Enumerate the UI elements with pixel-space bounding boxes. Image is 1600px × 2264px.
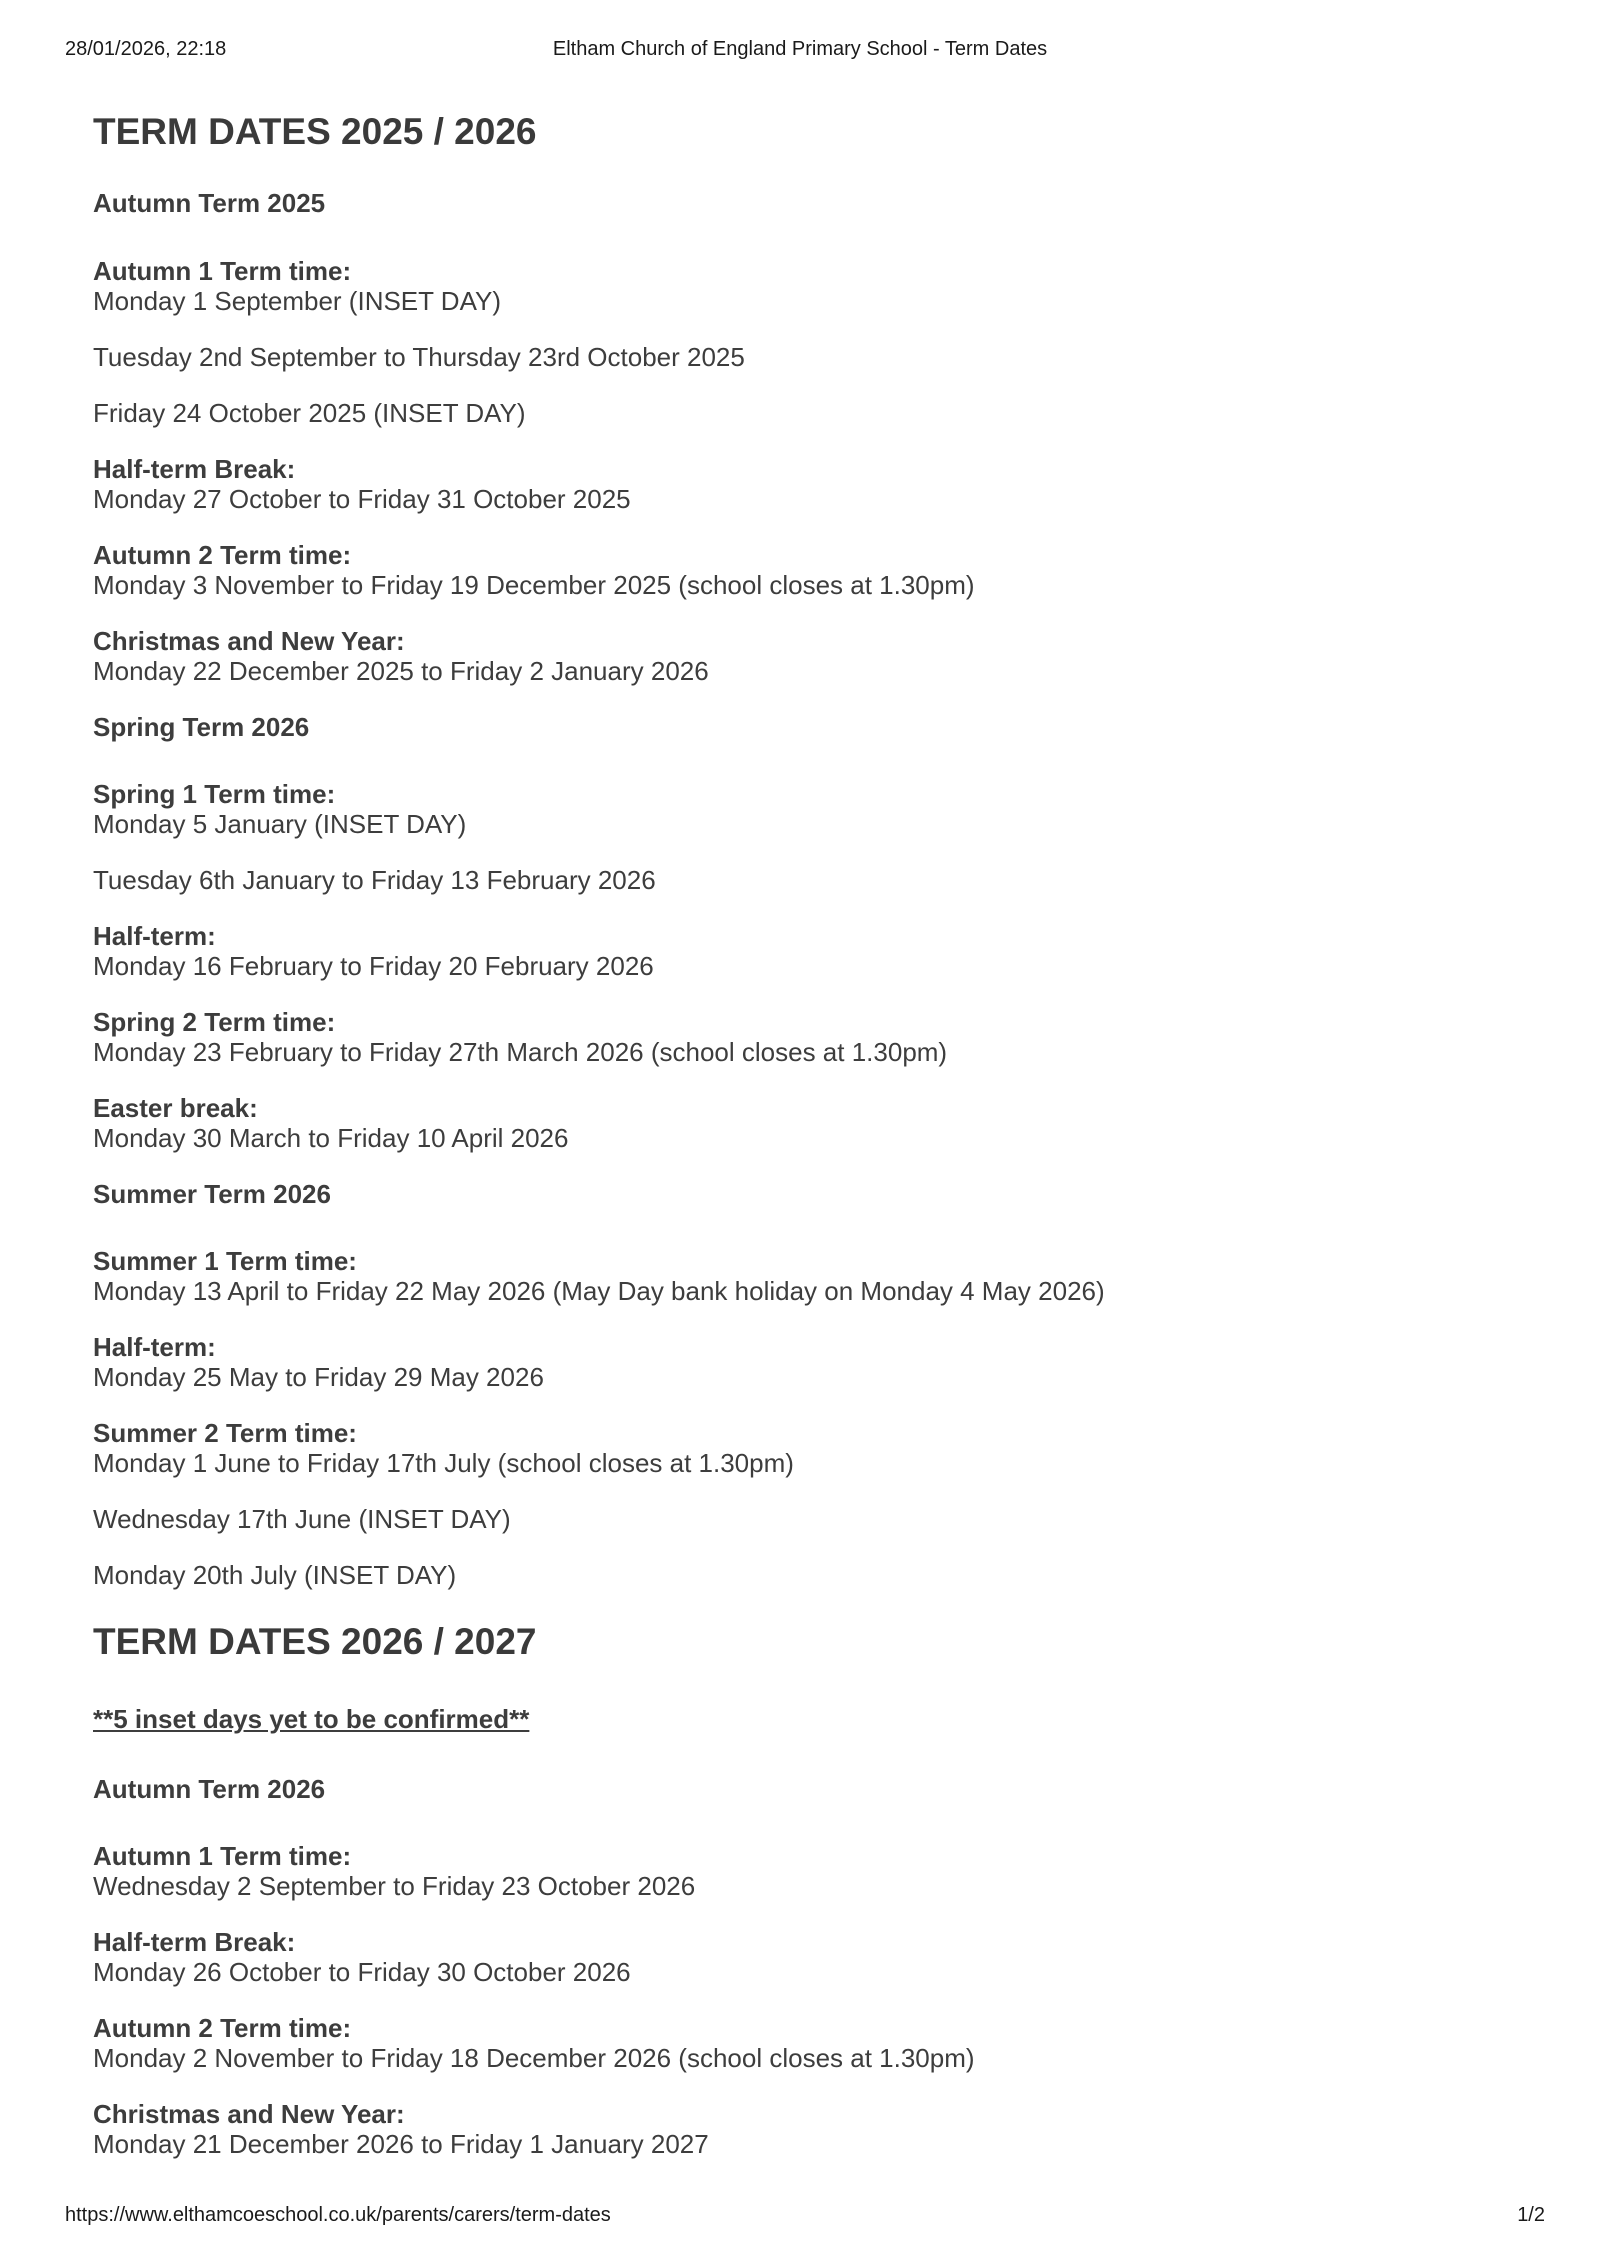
period-dates: Monday 25 May to Friday 29 May 2026: [93, 1361, 544, 1392]
term-period: [93, 454, 1533, 514]
period-label: Summer 1 Term time:: [93, 1245, 357, 1276]
term-period: [93, 2013, 1533, 2073]
term-title: Autumn Term 2026: [93, 1773, 326, 1804]
year-2025-2026-terms: [93, 188, 1533, 1590]
period-dates: Monday 21 December 2026 to Friday 1 January 2027: [93, 2128, 709, 2159]
period-dates: Monday 1 September (INSET DAY): [93, 285, 501, 316]
period-dates: Wednesday 17th June (INSET DAY): [93, 1503, 511, 1534]
period-dates: Tuesday 2nd September to Thursday 23rd October 2025: [93, 341, 745, 372]
term-title: Autumn Term 2025: [93, 188, 326, 219]
term-section: [93, 188, 1533, 685]
term-period: [93, 1504, 1533, 1534]
term-period: [93, 1418, 1533, 1478]
term-period: [93, 2099, 1533, 2159]
term-period: [93, 1927, 1533, 1987]
period-dates: Monday 2 November to Friday 18 December 2026 (school closes at 1.30pm): [93, 2042, 975, 2073]
period-dates: Monday 1 June to Friday 17th July (school closes at 1.30pm): [93, 1447, 794, 1478]
term-section: [93, 1774, 1533, 2159]
period-label: Autumn 2 Term time:: [93, 2012, 352, 2043]
year-heading-2025-2026: TERM DATES 2025 / 2026: [93, 111, 537, 152]
period-label: Spring 1 Term time:: [93, 778, 336, 809]
period-dates: Wednesday 2 September to Friday 23 October 2026: [93, 1870, 696, 1901]
period-label: Half-term:: [93, 920, 216, 951]
term-period: [93, 865, 1533, 895]
period-dates: Monday 13 April to Friday 22 May 2026 (May Day bank holiday on Monday 4 May 2026): [93, 1275, 1105, 1306]
period-label: Half-term Break:: [93, 453, 296, 484]
year-heading-2026-2027: TERM DATES 2026 / 2027: [93, 1620, 537, 1662]
print-url: https://www.elthamcoeschool.co.uk/parents/carers/term-dates: [65, 2204, 611, 2226]
term-period: [93, 921, 1533, 981]
period-label: Autumn 2 Term time:: [93, 539, 352, 570]
period-label: Autumn 1 Term time:: [93, 1840, 352, 1871]
period-label: Christmas and New Year:: [93, 625, 405, 656]
term-period: [93, 1246, 1533, 1306]
year-2026-2027-terms: [93, 1774, 1533, 2159]
term-period: [93, 1093, 1533, 1153]
term-title: Summer Term 2026: [93, 1178, 331, 1209]
period-label: Christmas and New Year:: [93, 2098, 405, 2129]
page-number: 1/2: [1517, 2204, 1545, 2226]
period-dates: Monday 23 February to Friday 27th March 2026 (school closes at 1.30pm): [93, 1036, 948, 1067]
term-period: [93, 1332, 1533, 1392]
period-dates: Monday 20th July (INSET DAY): [93, 1559, 457, 1590]
period-label: Half-term Break:: [93, 1926, 296, 1957]
period-dates: Monday 16 February to Friday 20 February 2026: [93, 950, 654, 981]
period-label: Summer 2 Term time:: [93, 1417, 357, 1448]
period-dates: Friday 24 October 2025 (INSET DAY): [93, 397, 526, 428]
term-period: [93, 1841, 1533, 1901]
term-period: [93, 540, 1533, 600]
period-dates: Monday 26 October to Friday 30 October 2026: [93, 1956, 631, 1987]
inset-days-note: **5 inset days yet to be confirmed**: [93, 1704, 530, 1735]
period-dates: Monday 27 October to Friday 31 October 2025: [93, 483, 631, 514]
period-label: Spring 2 Term time:: [93, 1006, 336, 1037]
period-dates: Monday 22 December 2025 to Friday 2 January 2026: [93, 655, 709, 686]
period-dates: Tuesday 6th January to Friday 13 February 2026: [93, 864, 656, 895]
term-period: [93, 779, 1533, 839]
term-period: [93, 1007, 1533, 1067]
term-section: [93, 712, 1533, 1153]
term-period: [93, 256, 1533, 316]
period-label: Autumn 1 Term time:: [93, 255, 352, 286]
period-dates: Monday 3 November to Friday 19 December 2025 (school closes at 1.30pm): [93, 569, 975, 600]
period-dates: Monday 30 March to Friday 10 April 2026: [93, 1122, 569, 1153]
term-period: [93, 398, 1533, 428]
print-page-title: Eltham Church of England Primary School - Term Dates: [552, 38, 1048, 60]
print-footer: [0, 2204, 1600, 2234]
period-label: Easter break:: [93, 1092, 258, 1123]
period-label: Half-term:: [93, 1331, 216, 1362]
term-period: [93, 1560, 1533, 1590]
term-period: [93, 626, 1533, 686]
period-dates: Monday 5 January (INSET DAY): [93, 808, 467, 839]
print-header: [0, 38, 1600, 68]
term-section: [93, 1179, 1533, 1590]
print-datetime: 28/01/2026, 22:18: [65, 38, 227, 60]
term-dates-content: [93, 110, 1533, 2185]
term-title: Spring Term 2026: [93, 711, 310, 742]
term-period: [93, 342, 1533, 372]
